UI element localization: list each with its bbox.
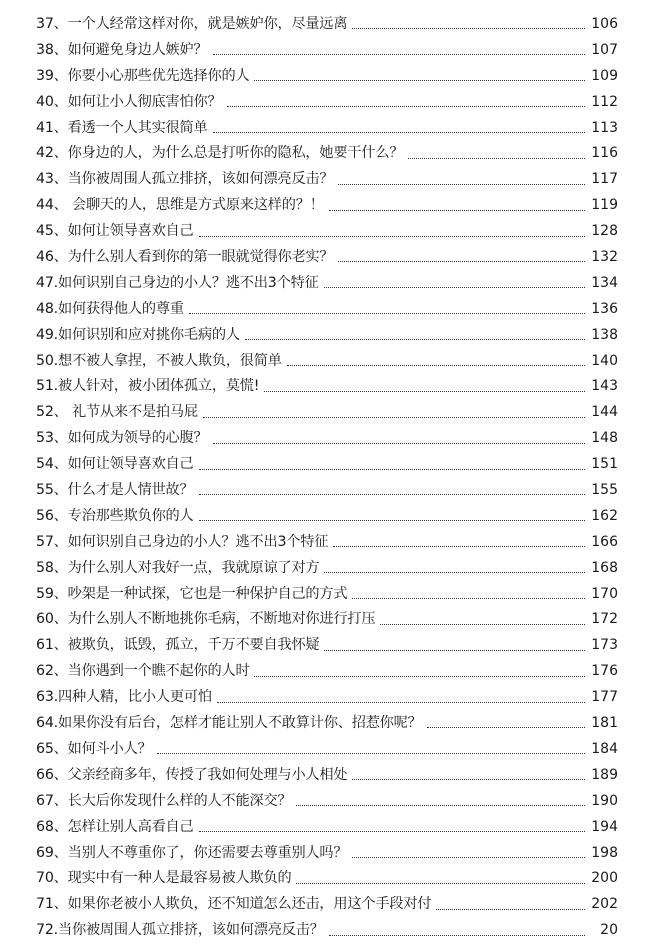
toc-entry-title: 55、什么才是人情世故？ [36,482,194,499]
toc-entry[interactable] [36,892,618,918]
toc-dot-leader [199,469,585,470]
toc-entry[interactable] [36,297,618,323]
toc-entry-title: 47.如何识别自己身边的小人？逃不出3个特征 [36,274,319,291]
toc-entry-title: 43、当你被周围人孤立排挤，该如何漂亮反击？ [36,171,334,188]
toc-entry-title: 53、如何成为领导的心腹？ [36,430,208,447]
toc-entry[interactable] [36,763,618,789]
toc-entry[interactable] [36,167,618,193]
toc-entry-page-number: 194 [591,818,618,835]
toc-entry-title: 70、现实中有一种人是最容易被人欺负的 [36,870,292,887]
toc-entry-page-number: 172 [591,611,618,628]
toc-entry[interactable] [36,349,618,375]
toc-entry-page-number: 116 [591,145,618,162]
toc-entry-title: 65、如何斗小人？ [36,740,152,757]
toc-entry-title: 72.当你被周围人孤立排挤，该如何漂亮反击？ [36,922,324,939]
toc-entry-title: 69、当别人不尊重你了，你还需要去尊重别人吗？ [36,844,348,861]
toc-entry-page-number: 190 [591,792,618,809]
toc-entry[interactable] [36,866,618,892]
toc-entry[interactable] [36,193,618,219]
toc-dot-leader [329,210,585,211]
toc-entry-page-number: 170 [591,585,618,602]
toc-dot-leader [217,702,585,703]
toc-dot-leader [380,624,585,625]
toc-entry[interactable] [36,90,618,116]
toc-entry-title: 45、如何让领导喜欢自己 [36,223,194,240]
toc-entry-title: 59、吵架是一种试探，它也是一种保护自己的方式 [36,585,348,602]
toc-dot-leader [254,676,585,677]
toc-dot-leader [213,132,585,133]
toc-entry-title: 44、 会聊天的人，思维是方式原来这样的？！ [36,197,324,214]
toc-entry[interactable] [36,918,618,944]
toc-entry-page-number: 200 [591,870,618,887]
toc-entry-page-number: 119 [591,197,618,214]
toc-entry-title: 37、一个人经常这样对你，就是嫉妒你，尽量远离 [36,16,348,32]
toc-dot-leader [199,236,585,237]
toc-dot-leader [213,54,585,55]
toc-entry[interactable] [36,323,618,349]
toc-entry-page-number: 189 [591,766,618,783]
toc-dot-leader [338,184,585,185]
toc-dot-leader [338,261,585,262]
toc-entry[interactable] [36,556,618,582]
toc-entry[interactable] [36,530,618,556]
toc-dot-leader [189,313,585,314]
toc-dot-leader [199,520,585,521]
toc-dot-leader [254,80,585,81]
toc-dot-leader [213,443,585,444]
toc-entry-page-number: 177 [591,689,618,706]
toc-entry[interactable] [36,12,618,38]
toc-entry-title: 60、为什么别人不断地挑你毛病，不断地对你进行打压 [36,611,376,628]
toc-entry[interactable] [36,38,618,64]
toc-entry-title: 52、 礼节从来不是拍马屁 [36,404,198,421]
toc-dot-leader [436,909,585,910]
toc-entry-page-number: 112 [591,93,618,110]
toc-entry[interactable] [36,219,618,245]
toc-entry-page-number: 136 [591,300,618,317]
toc-entry-page-number: 20 [600,922,618,939]
toc-entry-title: 49.如何识别和应对挑你毛病的人 [36,326,240,343]
toc-entry-title: 66、父亲经商多年，传授了我如何处理与小人相处 [36,766,348,783]
toc-entry-title: 50.想不被人拿捏，不被人欺负，很简单 [36,352,282,369]
toc-entry[interactable] [36,659,618,685]
toc-entry-title: 61、被欺负，诋毁，孤立，千万不要自我怀疑 [36,637,320,654]
toc-entry-title: 67、长大后你发现什么样的人不能深交？ [36,792,292,809]
toc-entry-page-number: 143 [591,378,618,395]
toc-entry-page-number: 184 [591,740,618,757]
toc-entry[interactable] [36,685,618,711]
toc-dot-leader [296,883,585,884]
toc-entry-page-number: 107 [591,41,618,58]
toc-entry[interactable] [36,633,618,659]
toc-entry-page-number: 106 [591,16,618,32]
toc-entry[interactable] [36,789,618,815]
toc-entry[interactable] [36,737,618,763]
toc-entry-page-number: 181 [591,715,618,732]
toc-entry-title: 41、看透一个人其实很简单 [36,119,208,136]
toc-dot-leader [245,339,585,340]
toc-entry-page-number: 140 [591,352,618,369]
toc-dot-leader [352,779,585,780]
toc-dot-leader [287,365,585,366]
toc-entry-title: 51.被人针对，被小团体孤立，莫慌! [36,378,260,395]
toc-entry[interactable] [36,374,618,400]
toc-entry-page-number: 148 [591,430,618,447]
toc-entry-title: 46、为什么别人看到你的第一眼就觉得你老实？ [36,249,334,266]
toc-dot-leader [352,857,585,858]
toc-entry[interactable] [36,478,618,504]
toc-dot-leader [324,287,585,288]
toc-entry-page-number: 173 [591,637,618,654]
toc-entry-title: 57、如何识别自己身边的小人？逃不出3个特征 [36,533,329,550]
toc-dot-leader [199,831,585,832]
toc-entry[interactable] [36,64,618,90]
toc-entry[interactable] [36,504,618,530]
toc-entry-title: 56、专治那些欺负你的人 [36,507,194,524]
toc-dot-leader [227,106,585,107]
toc-entry[interactable] [36,711,618,737]
toc-entry[interactable] [36,116,618,142]
toc-entry-page-number: 134 [591,274,618,291]
toc-entry-title: 42、你身边的人，为什么总是打听你的隐私，她要干什么？ [36,145,404,162]
toc-entry-page-number: 198 [591,844,618,861]
toc-entry[interactable] [36,271,618,297]
toc-entry-title: 68、怎样让别人高看自己 [36,818,194,835]
toc-entry-title: 48.如何获得他人的尊重 [36,300,184,317]
toc-entry-page-number: 109 [591,67,618,84]
toc-entry-title: 58、为什么别人对我好一点，我就原谅了对方 [36,559,320,576]
toc-entry-page-number: 151 [591,456,618,473]
toc-dot-leader [157,753,585,754]
toc-entry-page-number: 166 [591,533,618,550]
toc-entry[interactable] [36,245,618,271]
toc-entry[interactable] [36,400,618,426]
toc-entry-title: 39、你要小心那些优先选择你的人 [36,67,250,84]
toc-entry-page-number: 117 [591,171,618,188]
toc-dot-leader [324,572,585,573]
toc-entry-page-number: 155 [591,482,618,499]
toc-dot-leader [408,158,585,159]
toc-dot-leader [324,650,585,651]
toc-entry-page-number: 132 [591,249,618,266]
toc-dot-leader [352,28,585,29]
toc-entry-title: 38、如何避免身边人嫉妒？ [36,41,208,58]
toc-entry[interactable] [36,607,618,633]
toc-dot-leader [333,546,585,547]
toc-dot-leader [352,598,585,599]
toc-entry-page-number: 113 [591,119,618,136]
toc-dot-leader [427,727,585,728]
toc-entry-page-number: 202 [591,896,618,913]
toc-entry-page-number: 168 [591,559,618,576]
toc-entry-page-number: 176 [591,663,618,680]
toc-entry-page-number: 144 [591,404,618,421]
toc-dot-leader [296,805,585,806]
toc-entry-title: 71、如果你老被小人欺负，还不知道怎么还击，用这个手段对付 [36,896,432,913]
toc-dot-leader [264,391,585,392]
toc-entry-page-number: 162 [591,507,618,524]
toc-entry[interactable] [36,426,618,452]
toc-dot-leader [203,417,585,418]
toc-entry[interactable] [36,452,618,478]
toc-entry-title: 63.四种人精，比小人更可怕 [36,689,212,706]
toc-entry[interactable] [36,582,618,608]
toc-entry-page-number: 128 [591,223,618,240]
toc-entry[interactable] [36,141,618,167]
toc-entry-page-number: 138 [591,326,618,343]
toc-dot-leader [199,494,585,495]
toc-entry-title: 62、当你遇到一个瞧不起你的人时 [36,663,250,680]
toc-entry-title: 64.如果你没有后台，怎样才能让别人不敢算计你、招惹你呢？ [36,715,422,732]
toc-entry-title: 40、如何让小人彻底害怕你？ [36,93,222,110]
toc-entry[interactable] [36,841,618,867]
toc-entry-title: 54、如何让领导喜欢自己 [36,456,194,473]
toc-entry[interactable] [36,815,618,841]
